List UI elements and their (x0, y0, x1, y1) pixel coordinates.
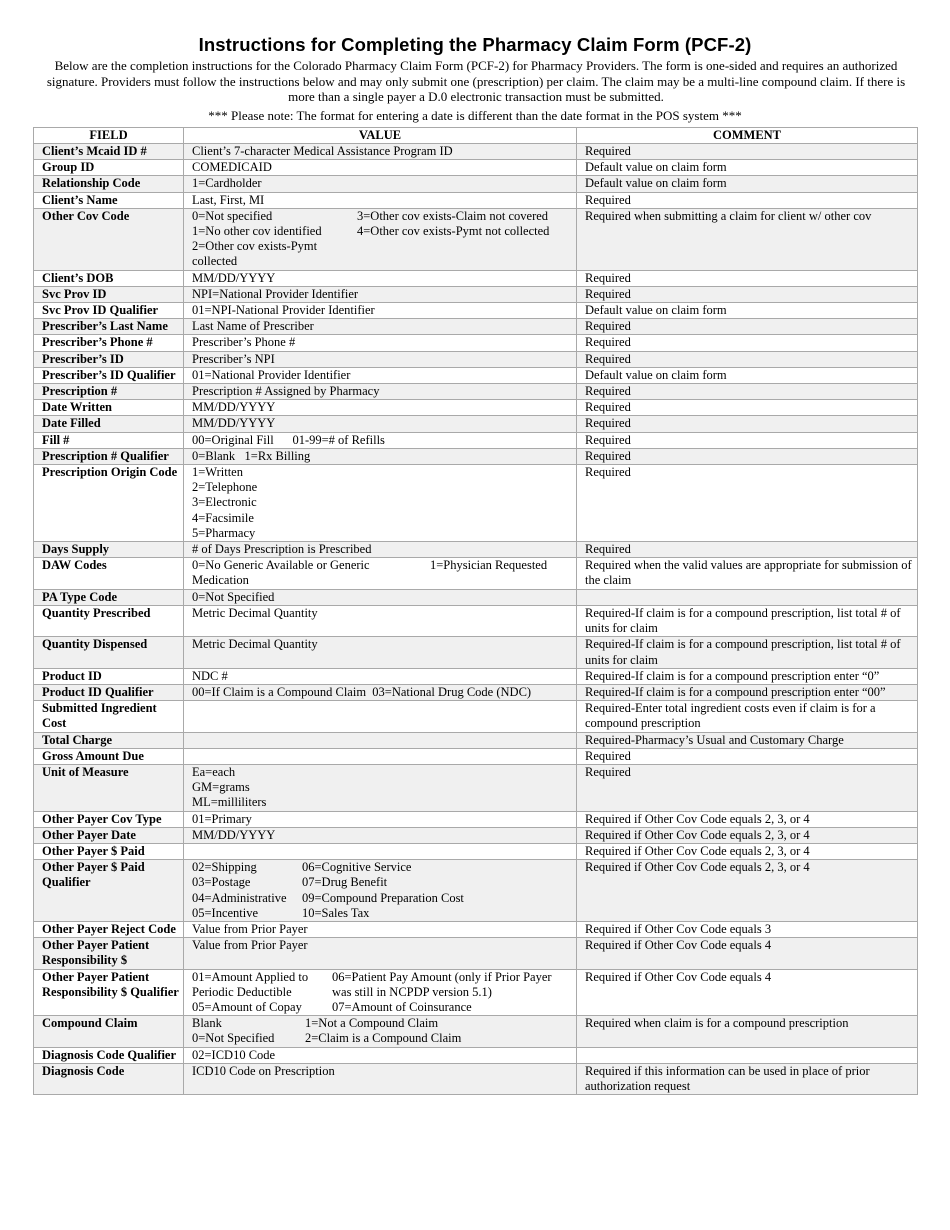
field-value (184, 827, 577, 843)
field-value (184, 303, 577, 319)
field-comment: Required when the valid values are appropriate for submission of the claim (577, 558, 918, 589)
field-value (184, 465, 577, 542)
value-line: Last, First, MI (192, 192, 265, 207)
field-name: Total Charge (34, 732, 184, 748)
table-row (34, 542, 918, 558)
value-line: Client’s 7-character Medical Assistance Program ID (192, 144, 453, 158)
table-row (34, 270, 918, 286)
field-name: Prescription # Qualifier (34, 448, 184, 464)
field-name: Other Payer Reject Code (34, 921, 184, 937)
value-line: Metric Decimal Quantity (192, 637, 318, 652)
table-row (34, 748, 918, 764)
field-name: Prescription Origin Code (34, 465, 184, 542)
field-name: DAW Codes (34, 558, 184, 589)
field-name: Other Payer Cov Type (34, 811, 184, 827)
value-line: NDC # (192, 668, 228, 683)
field-name: Relationship Code (34, 176, 184, 192)
value-line: 0=No Generic Available or Generic (192, 558, 370, 573)
field-name: Client’s Mcaid ID # (34, 144, 184, 160)
field-name: Diagnosis Code (34, 1063, 184, 1094)
table-row (34, 384, 918, 400)
value-line: 4=Other cov exists-Pymt not collected (357, 224, 550, 239)
field-name: Quantity Prescribed (34, 605, 184, 636)
value-line: 01=NPI-National Provider Identifier (192, 303, 375, 318)
value-line: 2=Claim is a Compound Claim (305, 1031, 462, 1046)
field-name: Compound Claim (34, 1016, 184, 1047)
table-row (34, 192, 918, 208)
table-row (34, 969, 918, 1016)
value-line: GM=grams (192, 780, 250, 795)
value-line: 04=Administrative (192, 890, 287, 905)
value-line: Value from Prior Payer (192, 938, 308, 953)
field-value (184, 860, 577, 922)
table-row (34, 668, 918, 684)
field-value (184, 176, 577, 192)
field-value (184, 384, 577, 400)
field-comment: Default value on claim form (577, 176, 918, 192)
table-row (34, 432, 918, 448)
value-line: MM/DD/YYYY (192, 827, 276, 842)
table-row (34, 637, 918, 668)
table-row (34, 764, 918, 811)
table-row (34, 176, 918, 192)
table-row (34, 1016, 918, 1047)
field-value (184, 732, 577, 748)
value-line: was still in NCPDP version 5.1) (332, 984, 492, 999)
field-name: Other Payer Patient Responsibility $ (34, 938, 184, 969)
field-value (184, 701, 577, 732)
field-comment: Required (577, 764, 918, 811)
value-line: 01=Primary (192, 811, 252, 826)
field-comment: Required if Other Cov Code equals 2, 3, or 4 (577, 860, 918, 922)
field-comment: Required (577, 384, 918, 400)
field-comment: Required when claim is for a compound prescription (577, 1016, 918, 1047)
table-row (34, 448, 918, 464)
field-comment: Required (577, 144, 918, 160)
value-line: ICD10 Code on Prescription (192, 1063, 335, 1078)
field-comment: Required (577, 416, 918, 432)
value-line: Ea=each (192, 764, 236, 779)
field-comment: Required-Enter total ingredient costs even if claim is for a compound prescription (577, 701, 918, 732)
field-value (184, 335, 577, 351)
value-line: 01=National Provider Identifier (192, 367, 351, 382)
header-comment: COMMENT (577, 128, 918, 144)
field-name: Unit of Measure (34, 764, 184, 811)
intro-paragraph: Below are the completion instructions for the Colorado Pharmacy Claim Form (PCF-2) for Pharmacy Providers. The form is one-sided and requires an authorized signature. Providers must follow the instructions below and may only submit one (prescription) per claim. The claim may be a multi-line compound claim. If there is more than a single payer a D.0 electronic transaction must be submitted. (46, 58, 906, 104)
value-line: 0=Not Specified (192, 589, 275, 604)
value-line: MM/DD/YYYY (192, 416, 276, 431)
field-comment: Required (577, 335, 918, 351)
value-line: 1=Not a Compound Claim (305, 1016, 439, 1031)
value-line: 05=Amount of Copay (192, 999, 302, 1014)
table-row (34, 1047, 918, 1063)
field-name: Prescriber’s Last Name (34, 319, 184, 335)
field-value (184, 1047, 577, 1063)
value-line: 2=Telephone (192, 480, 258, 495)
value-line: # of Days Prescription is Prescribed (192, 542, 372, 557)
field-value (184, 400, 577, 416)
field-value (184, 969, 577, 1016)
table-row (34, 843, 918, 859)
field-comment: Required (577, 286, 918, 302)
field-value (184, 448, 577, 464)
table-row (34, 605, 918, 636)
value-line: 03=Postage (192, 875, 251, 890)
value-line: 10=Sales Tax (302, 905, 370, 920)
table-row (34, 335, 918, 351)
field-name: Submitted Ingredient Cost (34, 701, 184, 732)
table-row (34, 860, 918, 922)
field-name: Product ID Qualifier (34, 684, 184, 700)
value-line: Blank (192, 1016, 222, 1031)
field-name: Fill # (34, 432, 184, 448)
field-name: Date Filled (34, 416, 184, 432)
field-name: Client’s Name (34, 192, 184, 208)
value-line: 2=Other cov exists-Pymt collected (192, 239, 318, 269)
field-value (184, 589, 577, 605)
field-comment: Required (577, 319, 918, 335)
value-line: 4=Facsimile (192, 510, 254, 525)
field-name: Other Payer Patient Responsibility $ Qualifier (34, 969, 184, 1016)
field-comment: Default value on claim form (577, 160, 918, 176)
table-row (34, 684, 918, 700)
table-row (34, 589, 918, 605)
table-row (34, 367, 918, 383)
field-comment: Required-If claim is for a compound prescription, list total # of units for claim (577, 637, 918, 668)
value-line: Prescriber’s NPI (192, 351, 275, 366)
field-name: Other Payer $ Paid Qualifier (34, 860, 184, 922)
field-name: Group ID (34, 160, 184, 176)
field-name: Other Cov Code (34, 208, 184, 270)
field-comment: Required if Other Cov Code equals 2, 3, or 4 (577, 843, 918, 859)
table-row (34, 732, 918, 748)
field-name: Other Payer $ Paid (34, 843, 184, 859)
value-line: 0=Not Specified (192, 1031, 275, 1046)
field-name: Days Supply (34, 542, 184, 558)
field-name: Prescriber’s ID Qualifier (34, 367, 184, 383)
field-value (184, 144, 577, 160)
field-value (184, 208, 577, 270)
table-body (34, 144, 918, 1095)
value-line: 07=Drug Benefit (302, 875, 388, 890)
value-line: 02=Shipping (192, 860, 257, 875)
field-name: Gross Amount Due (34, 748, 184, 764)
field-value (184, 367, 577, 383)
field-name: Other Payer Date (34, 827, 184, 843)
field-comment: Required (577, 542, 918, 558)
field-name: Date Written (34, 400, 184, 416)
field-comment: Required if Other Cov Code equals 4 (577, 969, 918, 1016)
value-line: 07=Amount of Coinsurance (332, 999, 472, 1014)
table-row (34, 160, 918, 176)
value-line: 00=Original Fill 01-99=# of Refills (192, 432, 385, 447)
value-line: 02=ICD10 Code (192, 1047, 276, 1062)
field-comment: Required if this information can be used in place of prior authorization request (577, 1063, 918, 1094)
field-comment: Required-If claim is for a compound prescription enter “00” (577, 684, 918, 700)
field-name: Svc Prov ID (34, 286, 184, 302)
field-comment: Required (577, 432, 918, 448)
field-comment: Required (577, 270, 918, 286)
value-line: 1=Written (192, 465, 243, 480)
field-value (184, 542, 577, 558)
field-value (184, 558, 577, 589)
field-value (184, 748, 577, 764)
table-row (34, 208, 918, 270)
value-line: Periodic Deductible (192, 984, 292, 999)
field-value (184, 432, 577, 448)
field-value (184, 270, 577, 286)
field-comment: Required-Pharmacy’s Usual and Customary Charge (577, 732, 918, 748)
field-comment: Required (577, 448, 918, 464)
value-line: 1=Physician Requested (430, 558, 548, 573)
table-row (34, 416, 918, 432)
field-name: Prescription # (34, 384, 184, 400)
field-comment: Required (577, 465, 918, 542)
table-row (34, 827, 918, 843)
field-comment (577, 589, 918, 605)
header-value: VALUE (184, 128, 577, 144)
value-line: Value from Prior Payer (192, 921, 308, 936)
field-comment: Required (577, 400, 918, 416)
header-field: FIELD (34, 128, 184, 144)
table-row (34, 465, 918, 542)
field-name: PA Type Code (34, 589, 184, 605)
value-line: ML=milliliters (192, 795, 267, 810)
value-line: Medication (192, 573, 249, 588)
field-value (184, 160, 577, 176)
field-value (184, 684, 577, 700)
field-name: Client’s DOB (34, 270, 184, 286)
value-line: 3=Electronic (192, 495, 257, 510)
field-value (184, 921, 577, 937)
value-line: 06=Patient Pay Amount (only if Prior Payer (332, 969, 552, 984)
field-value (184, 1063, 577, 1094)
field-comment: Required if Other Cov Code equals 4 (577, 938, 918, 969)
value-line: 01=Amount Applied to (192, 969, 309, 984)
table-header-row (34, 128, 918, 144)
field-value (184, 605, 577, 636)
field-value (184, 192, 577, 208)
field-name: Prescriber’s Phone # (34, 335, 184, 351)
value-line: 05=Incentive (192, 905, 259, 920)
value-line: 09=Compound Preparation Cost (302, 890, 464, 905)
field-value (184, 351, 577, 367)
table-row (34, 921, 918, 937)
date-format-note: *** Please note: The format for entering a date is different than the date format in the POS system *** (208, 108, 742, 123)
field-comment (577, 1047, 918, 1063)
table-row (34, 144, 918, 160)
value-line: NPI=National Provider Identifier (192, 286, 359, 301)
page-title: Instructions for Completing the Pharmacy Claim Form (PCF-2) (198, 34, 752, 55)
value-line: Prescriber’s Phone # (192, 335, 296, 350)
instructions-table (33, 127, 918, 1095)
value-line: 00=If Claim is a Compound Claim 03=National Drug Code (NDC) (192, 684, 532, 699)
field-value (184, 1016, 577, 1047)
field-comment: Required when submitting a claim for client w/ other cov (577, 208, 918, 270)
field-value (184, 637, 577, 668)
table-row (34, 701, 918, 732)
value-line: Metric Decimal Quantity (192, 605, 318, 620)
field-name: Product ID (34, 668, 184, 684)
value-line: 5=Pharmacy (192, 525, 256, 540)
value-line: 0=Not specified (192, 208, 273, 223)
field-value (184, 668, 577, 684)
field-value (184, 938, 577, 969)
value-line: COMEDICAID (192, 160, 272, 175)
table-row (34, 400, 918, 416)
table-row (34, 303, 918, 319)
value-line: MM/DD/YYYY (192, 400, 276, 415)
value-line: 1=Cardholder (192, 176, 262, 191)
field-value (184, 286, 577, 302)
field-name: Quantity Dispensed (34, 637, 184, 668)
field-comment: Required if Other Cov Code equals 3 (577, 921, 918, 937)
table-row (34, 319, 918, 335)
value-line: 0=Blank 1=Rx Billing (192, 448, 311, 463)
table-row (34, 351, 918, 367)
field-comment: Required-If claim is for a compound prescription, list total # of units for claim (577, 605, 918, 636)
field-comment: Required (577, 748, 918, 764)
value-line: Last Name of Prescriber (192, 319, 314, 334)
field-value (184, 811, 577, 827)
field-name: Prescriber’s ID (34, 351, 184, 367)
value-line: MM/DD/YYYY (192, 270, 276, 285)
field-value (184, 843, 577, 859)
value-line: Prescription # Assigned by Pharmacy (192, 384, 380, 399)
field-comment: Required if Other Cov Code equals 2, 3, or 4 (577, 827, 918, 843)
value-line: 1=No other cov identified (192, 224, 322, 239)
field-comment: Required (577, 351, 918, 367)
table-row (34, 938, 918, 969)
field-name: Diagnosis Code Qualifier (34, 1047, 184, 1063)
field-comment: Default value on claim form (577, 303, 918, 319)
field-comment: Required if Other Cov Code equals 2, 3, or 4 (577, 811, 918, 827)
field-comment: Required-If claim is for a compound prescription enter “0” (577, 668, 918, 684)
field-value (184, 416, 577, 432)
table-row (34, 286, 918, 302)
table-row (34, 811, 918, 827)
table-row (34, 558, 918, 589)
field-name: Svc Prov ID Qualifier (34, 303, 184, 319)
field-comment: Required (577, 192, 918, 208)
value-line: 3=Other cov exists-Claim not covered (357, 208, 549, 223)
field-comment: Default value on claim form (577, 367, 918, 383)
field-value (184, 764, 577, 811)
value-line: 06=Cognitive Service (302, 860, 412, 875)
field-value (184, 319, 577, 335)
table-row (34, 1063, 918, 1094)
